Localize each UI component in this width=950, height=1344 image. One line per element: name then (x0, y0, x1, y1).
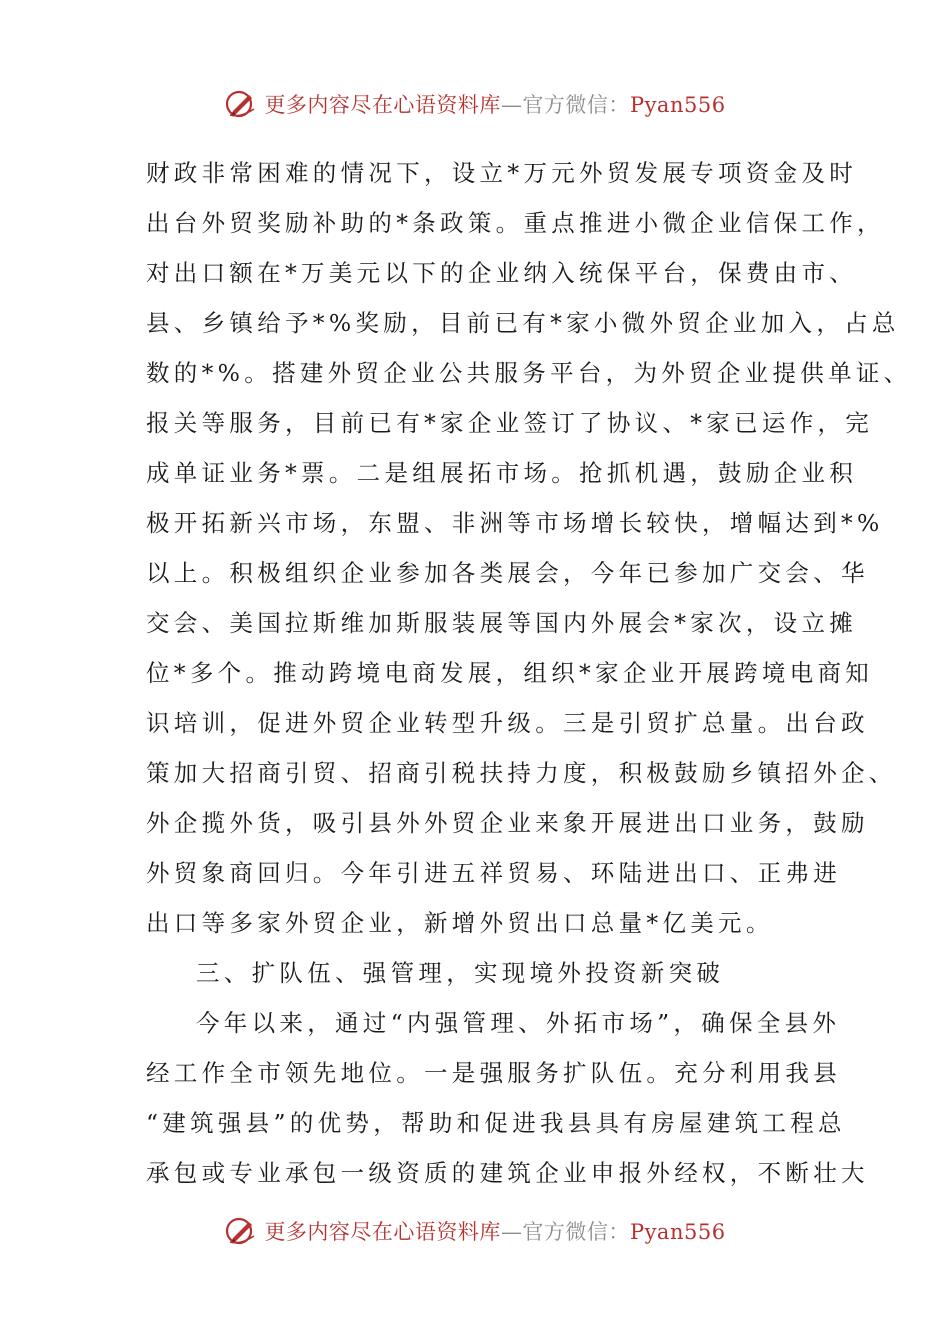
header-watermark-gray: —官方微信： (500, 93, 630, 117)
body-line: 财政非常困难的情况下，设立*万元外贸发展专项资金及时 (146, 159, 858, 187)
body-line: 数的*%。搭建外贸企业公共服务平台，为外贸企业提供单证、 (146, 359, 912, 387)
body-line: 以上。积极组织企业参加各类展会，今年已参加广交会、华 (146, 559, 869, 587)
body-line: 极开拓新兴市场，东盟、非洲等市场增长较快，增幅达到*% (146, 509, 884, 537)
body-line: 对出口额在*万美元以下的企业纳入统保平台，保费由市、 (146, 259, 858, 287)
document-body (146, 148, 912, 1198)
body-line: 经工作全市领先地位。一是强服务扩队伍。充分利用我县 (146, 1059, 841, 1087)
body-line: 外企揽外货，吸引县外外贸企业来象开展进出口业务，鼓励 (146, 809, 869, 837)
footer-watermark-gray: —官方微信： (500, 1220, 630, 1244)
body-line: 出台外贸奖励补助的*条政策。重点推进小微企业信保工作， (146, 209, 885, 237)
body-line: “建筑强县”的优势，帮助和促进我县具有房屋建筑工程总 (146, 1109, 846, 1137)
footer-watermark-red: 更多内容尽在心语资料库 (264, 1220, 501, 1244)
header-watermark-id: Pyan556 (629, 93, 726, 117)
body-line: 成单证业务*票。二是组展拓市场。抢抓机遇，鼓励企业积 (146, 459, 858, 487)
body-line: 报关等服务，目前已有*家企业签订了协议、*家已运作，完 (146, 409, 874, 437)
pen-logo-icon (224, 87, 258, 121)
header-watermark-text (264, 89, 725, 119)
pen-logo-icon (224, 1214, 258, 1248)
body-line: 出口等多家外贸企业，新增外贸出口总量*亿美元。 (146, 909, 774, 937)
header-watermark-red: 更多内容尽在心语资料库 (264, 93, 501, 117)
footer-watermark-text (264, 1216, 725, 1246)
footer-watermark-banner (0, 1211, 950, 1251)
header-watermark-banner (0, 84, 950, 124)
body-line: 策加大招商引贸、招商引税扶持力度，积极鼓励乡镇招外企、 (146, 759, 897, 787)
body-line: 位*多个。推动跨境电商发展，组织*家企业开展跨境电商知 (146, 659, 874, 687)
body-line: 外贸象商回归。今年引进五祥贸易、环陆进出口、正弗进 (146, 859, 841, 887)
body-line: 识培训，促进外贸企业转型升级。三是引贸扩总量。出台政 (146, 709, 869, 737)
body-line: 承包或专业承包一级资质的建筑企业申报外经权，不断壮大 (146, 1159, 869, 1187)
section-heading: 三、扩队伍、强管理，实现境外投资新突破 (196, 959, 725, 987)
paragraph-first-line: 今年以来，通过“内强管理、外拓市场”，确保全县外 (196, 1009, 841, 1037)
body-line: 县、乡镇给予*%奖励，目前已有*家小微外贸企业加入，占总 (146, 309, 900, 337)
footer-watermark-id: Pyan556 (629, 1220, 726, 1244)
body-line: 交会、美国拉斯维加斯服装展等国内外展会*家次，设立摊 (146, 609, 858, 637)
